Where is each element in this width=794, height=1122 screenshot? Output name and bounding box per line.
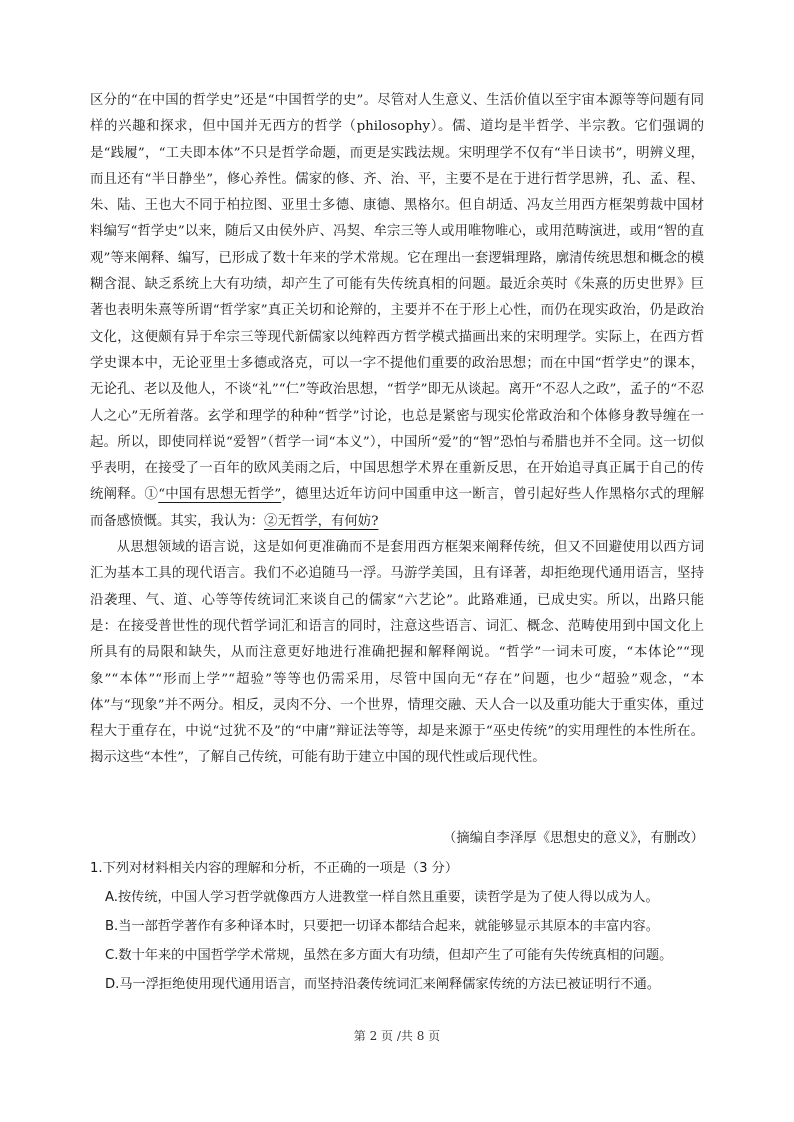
underlined-quote-2: ②无哲学，有何妨? [264,513,379,529]
option-b: B.当一部哲学著作有多种译本时，只要把一切译本都结合起来，就能够显示其原本的丰富内容。 [105,919,659,934]
question-block [90,854,710,999]
paragraph-1-text-a: 区分的“在中国的哲学史”还是“中国哲学的史”。尽管对人生意义、生活价值以至宇宙本源等等问题有同样的兴趣和探求，但中国并无西方的哲学（philosophy）。儒、道均是半哲学、半宗教。它们强调的是“践履”，“工夫即本体”不只是哲学命题，而更是实践法规。宋明理学不仅有“半日读书”，明辨义理，而且还有“半日静坐”，修心养性。儒家的修、齐、治、平，主要不是在于进行哲学思辨，孔、孟、程、朱、陆、王也大不同于柏拉图、亚里士多德、康德、黑格尔。但自胡适、冯友兰用西方框架剪裁中国材料编写“哲学史”以来，随后又由侯外庐、冯契、牟宗三等人或用唯物唯心，或用范畴演进，或用“智的直观”等来阐释、编写，已形成了数十年来的学术常规。它在理出一套逻辑理路，廓清传统思想和概念的模糊含混、缺乏系统上大有功绩，却产生了可能有失传统真相的问题。最近余英时《朱熹的历史世界》巨著也表明朱熹等所谓“哲学家”真正关切和论辩的，主要并不在于形上心性，而仍在现实政治，仍是政治文化，这便颇有异于牟宗三等现代新儒家以纯粹西方哲学模式描画出来的宋明理学。实际上，在西方哲学史课本中，无论亚里士多德或洛克，可以一字不提他们重要的政治思想；而在中国“哲学史”的课本，无论孔、老以及他人，不谈“礼”“仁”等政治思想，“哲学”即无从谈起。离开“不忍人之政”，孟子的“不忍人之心”无所着落。玄学和理学的种种“哲学”讨论，也总是紧密与现实伦常政治和个体修身教导缠在一起。所以，即使同样说“爱智”（哲学一词“本义”），中国所“爱”的“智”恐怕与希腊也并不全同。这一切似乎表明，在接受了一百年的欧风美雨之后，中国思想学术界在重新反思，在开始追寻真正属于自己的传统阐释。① [90,93,704,503]
option-a: A.按传统，中国人学习哲学就像西方人进教堂一样自然且重要，读哲学是为了使人得以成为人。 [105,890,659,905]
paragraph-1-text-b: ，德里达近年访问中国重申这一断言，曾引起好些人作黑格尔式的理解而备感愤慨。其实，我认为： [90,487,704,529]
option-c: C.数十年来的中国哲学学术常规，虽然在多方面大有功绩，但却产生了可能有失传统真相的问题。 [105,948,673,963]
option-d: D.马一浮拒绝使用现代通用语言，而坚持沿袭传统词汇来阐释儒家传统的方法已被证明行不通。 [105,977,661,992]
page-number: 第 2 页 /共 8 页 [353,1029,441,1043]
source-citation: （摘编自李泽厚《思想史的意义》，有删改） [442,831,704,846]
passage-paragraph-2: 从思想领域的语言说，这是如何更准确而不是套用西方框架来阐释传统，但又不回避使用以西方词汇为基本工具的现代语言。我们不必追随马一浮。马游学美国，且有译著，却拒绝现代通用语言，坚持沿袭理、气、道、心等等传统词汇来谈自己的儒家“六艺论”。此路难通，已成史实。所以，出路只能是：在接受普世性的现代哲学词汇和语言的同时，注意这些语言、词汇、概念、范畴使用到中国文化上所具有的局限和缺失，从而注意更好地进行准确把握和解释阐说。“哲学”一词未可废，“本体论”“现象”“本体”“形而上学”“超验”等等也仍需采用，尽管中国向无“存在”问题，也少“超验”观念，“本体”与“现象”并不两分。相反，灵肉不分、一个世界，情理交融、天人合一以及重功能大于重实体，重过程大于重存在，中说“过犹不及”的“中庸”辩证法等等，却是来源于“巫史传统”的实用理性的本性所在。揭示这些“本性”，了解自己传统，可能有助于建立中国的现代性或后现代性。 [90,540,704,766]
question-stem: 1.下列对材料相关内容的理解和分析，不正确的一项是（3 分） [90,861,459,876]
passage-paragraph-1 [90,88,704,535]
reading-passage [90,88,704,772]
underlined-quote-1: “中国有思想无哲学” [158,487,282,503]
